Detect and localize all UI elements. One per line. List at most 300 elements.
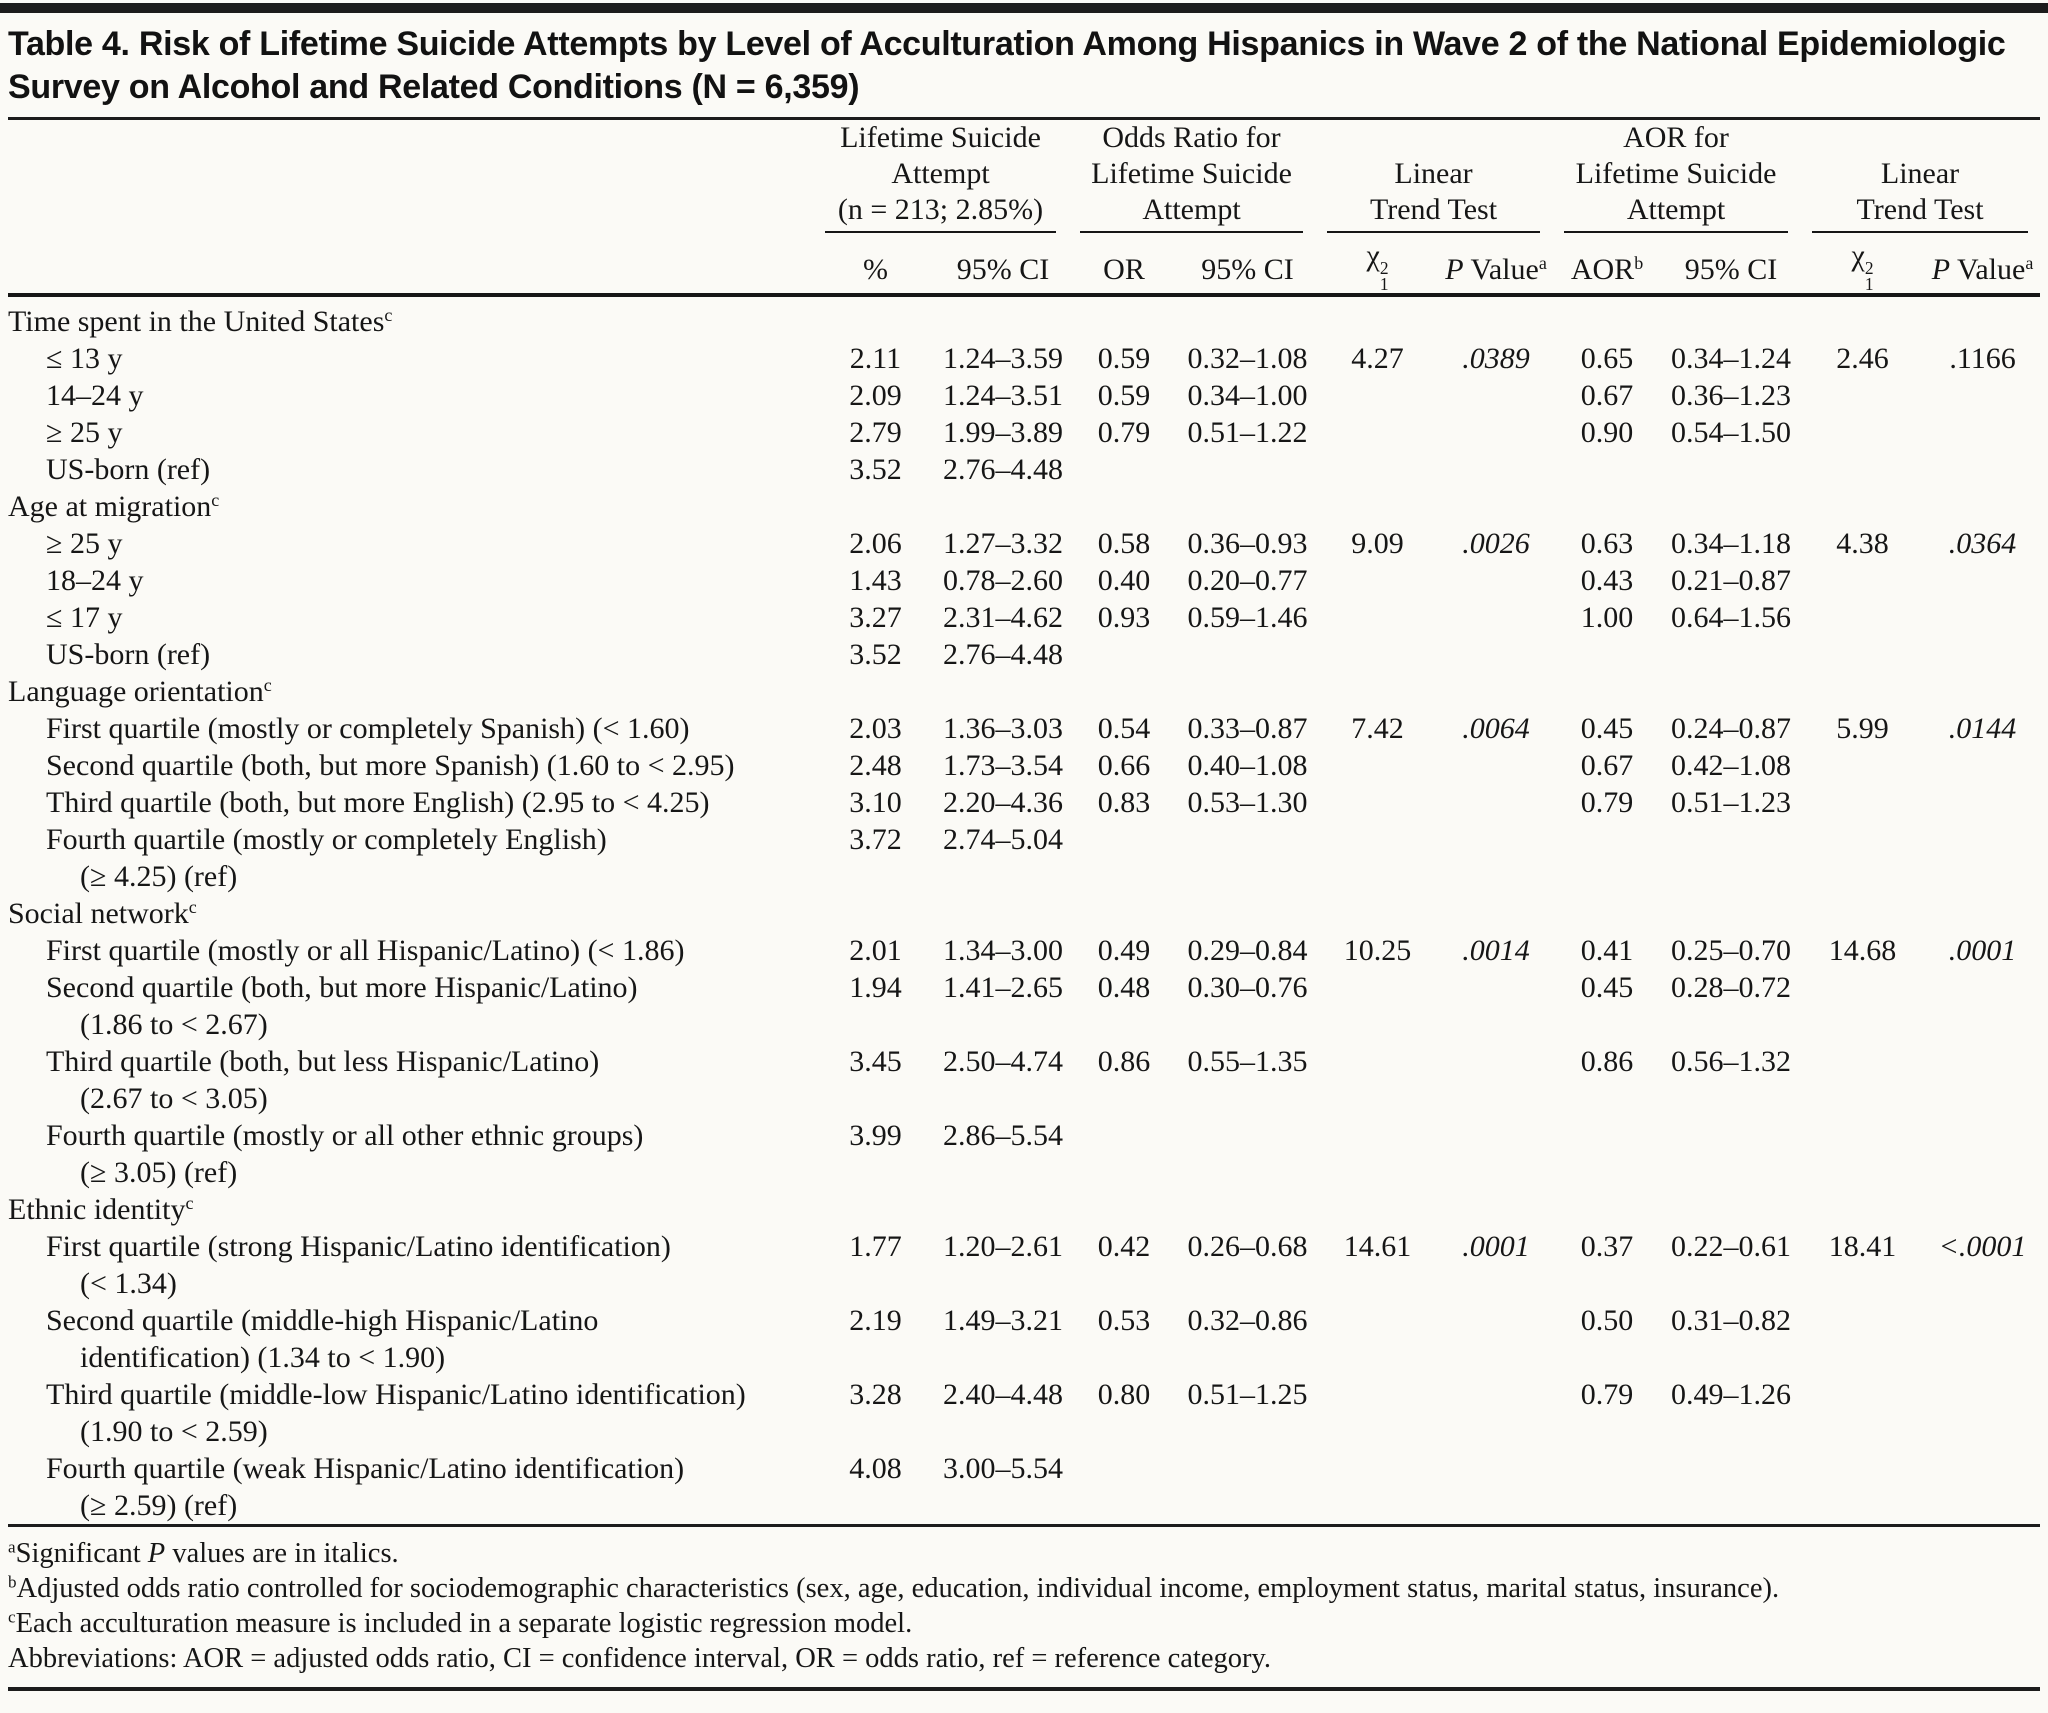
value-cell: 0.50 — [1580, 1303, 1634, 1337]
value-cell: 0.33–0.87 — [1187, 711, 1308, 745]
chi-squared-sub-super — [1864, 257, 1874, 295]
italic-p: P — [1445, 252, 1464, 286]
value-cell — [1315, 1043, 1440, 1117]
value-cell — [1800, 784, 1925, 821]
value-cell — [1315, 377, 1440, 414]
value-cell: .0001 — [1948, 933, 2017, 967]
value-cell: 9.09 — [1351, 526, 1404, 560]
row-label-line-1: Second quartile (both, but more Hispanic/Latino) — [46, 970, 638, 1004]
value-cell: 0.51–1.23 — [1671, 785, 1792, 819]
value-cell: 0.25–0.70 — [1671, 933, 1792, 967]
value-cell — [1180, 1117, 1315, 1191]
value-cell: 0.93 — [1097, 600, 1151, 634]
section-row — [8, 1191, 2040, 1228]
table-row — [8, 377, 2040, 414]
value-cell — [1440, 562, 1552, 599]
subcolumn-header: OR — [1068, 233, 1180, 295]
row-label-cell — [8, 932, 813, 969]
chi-subscript: 1 — [1864, 274, 1874, 295]
value-cell: 5.99 — [1836, 711, 1889, 745]
value-cell: 0.42–1.08 — [1671, 748, 1792, 782]
footnote-marker-superscript: a — [2025, 252, 2034, 273]
row-label-line-2: (1.90 to < 2.59) — [80, 1414, 268, 1448]
row-label-cell — [8, 377, 813, 414]
column-group-label-line: Trend Test — [1856, 193, 1984, 226]
value-cell — [1662, 1117, 1800, 1191]
value-cell — [1662, 451, 1800, 488]
value-cell: 2.50–4.74 — [943, 1044, 1063, 1078]
value-cell — [1315, 599, 1440, 636]
value-cell: 14.61 — [1343, 1229, 1412, 1263]
italic-p: P — [1931, 252, 1951, 286]
row-label-line-1: First quartile (mostly or completely Spanish) (< 1.60) — [46, 711, 690, 745]
footnote-marker-superscript: c — [185, 1192, 194, 1213]
value-cell — [1800, 599, 1925, 636]
footnote-marker-superscript: c — [8, 1607, 16, 1627]
value-cell — [1315, 1376, 1440, 1450]
value-cell: 0.34–1.00 — [1187, 378, 1308, 412]
row-label-cell — [8, 1450, 813, 1524]
row-label-line-1: Fourth quartile (mostly or completely English) — [46, 822, 607, 856]
value-cell: 4.27 — [1351, 341, 1404, 375]
value-cell: 3.99 — [849, 1118, 902, 1152]
value-cell — [1925, 1450, 2040, 1524]
table-row — [8, 1043, 2040, 1117]
value-cell — [1925, 1376, 2040, 1450]
column-group-label-line: Attempt — [1142, 193, 1241, 226]
value-cell — [1315, 969, 1440, 1043]
value-cell: 1.49–3.21 — [943, 1303, 1063, 1337]
value-cell — [1662, 821, 1800, 895]
value-cell: 0.66 — [1097, 748, 1151, 782]
value-cell — [1800, 451, 1925, 488]
value-cell: 0.86 — [1580, 1044, 1634, 1078]
subcolumn-header: P Value$^a$ — [1925, 233, 2040, 295]
value-cell — [1068, 1117, 1180, 1191]
value-cell: .0014 — [1462, 933, 1530, 967]
row-label-line-1: ≥ 25 y — [46, 415, 123, 449]
value-cell: 1.00 — [1580, 600, 1634, 634]
row-label-cell — [8, 1043, 813, 1117]
table-row — [8, 1302, 2040, 1376]
value-cell: 0.80 — [1097, 1377, 1151, 1411]
value-cell: 0.67 — [1580, 378, 1634, 412]
value-cell: 0.36–0.93 — [1187, 526, 1308, 560]
value-cell: 0.79 — [1097, 415, 1151, 449]
value-cell: 0.40 — [1097, 563, 1151, 597]
value-cell — [1440, 1302, 1552, 1376]
column-group-label — [1080, 120, 1303, 233]
footnote-marker-superscript: a — [1538, 252, 1547, 273]
value-cell — [1440, 636, 1552, 673]
value-cell: 3.10 — [849, 785, 902, 819]
value-cell — [1068, 451, 1180, 488]
row-label-cell — [8, 636, 813, 673]
value-cell — [1552, 821, 1662, 895]
value-cell — [1315, 562, 1440, 599]
column-group-label-line: Lifetime Suicide — [840, 121, 1041, 154]
row-label-line-1: First quartile (mostly or all Hispanic/Latino) (< 1.86) — [46, 933, 685, 967]
value-cell: 0.65 — [1580, 341, 1634, 375]
value-cell: 2.09 — [849, 378, 902, 412]
value-cell: 0.30–0.76 — [1187, 970, 1308, 1004]
column-group-label-line: (n = 213; 2.85%) — [837, 193, 1044, 226]
footnote-marker-superscript: c — [188, 896, 197, 917]
value-cell: 0.64–1.56 — [1671, 600, 1792, 634]
row-label-cell — [8, 599, 813, 636]
value-cell: 3.52 — [849, 452, 902, 486]
value-cell: 0.79 — [1580, 785, 1634, 819]
value-cell: 18.41 — [1828, 1229, 1897, 1263]
value-cell — [1800, 821, 1925, 895]
value-cell: 0.32–1.08 — [1187, 341, 1308, 375]
value-cell: 1.24–3.51 — [943, 378, 1063, 412]
row-label-cell — [8, 414, 813, 451]
value-cell — [1180, 821, 1315, 895]
value-cell: 1.43 — [849, 563, 902, 597]
value-cell — [1315, 636, 1440, 673]
row-label-line-1: US-born (ref) — [46, 452, 211, 486]
column-group-label-line: Odds Ratio for — [1102, 121, 1281, 154]
value-cell — [1440, 747, 1552, 784]
value-cell — [1662, 636, 1800, 673]
value-cell: 0.49–1.26 — [1671, 1377, 1792, 1411]
value-cell — [1315, 747, 1440, 784]
table-body-wrapper — [8, 120, 2040, 1527]
value-cell — [1440, 1117, 1552, 1191]
value-cell — [1800, 562, 1925, 599]
value-cell — [1800, 1450, 1925, 1524]
row-label-line-2: (≥ 3.05) (ref) — [80, 1155, 238, 1189]
header-subcolumn-row — [8, 233, 2040, 295]
value-cell — [1925, 599, 2040, 636]
value-cell — [1925, 821, 2040, 895]
row-label-cell — [8, 821, 813, 895]
column-group-label-line: AOR for — [1623, 121, 1729, 154]
value-cell — [1440, 1450, 1552, 1524]
value-cell: 0.79 — [1580, 1377, 1634, 1411]
footnote-marker-superscript: c — [263, 674, 272, 695]
table-row — [8, 1376, 2040, 1450]
value-cell: 0.36–1.23 — [1671, 378, 1792, 412]
value-cell — [1552, 636, 1662, 673]
value-cell: 3.72 — [849, 822, 902, 856]
row-label-cell — [8, 1228, 813, 1302]
table-row — [8, 1228, 2040, 1302]
table-row — [8, 1450, 2040, 1524]
value-cell: 0.83 — [1097, 785, 1151, 819]
value-cell: 0.49 — [1097, 933, 1151, 967]
column-group-label-line: Attempt — [1626, 193, 1726, 226]
value-cell: 3.28 — [849, 1377, 902, 1411]
table-row — [8, 525, 2040, 562]
value-cell: 1.99–3.89 — [943, 415, 1063, 449]
row-label-line-1: Second quartile (middle-high Hispanic/Latino — [46, 1303, 599, 1337]
value-cell — [1800, 377, 1925, 414]
table-row — [8, 414, 2040, 451]
value-cell — [1315, 1302, 1440, 1376]
value-cell: 0.31–0.82 — [1671, 1303, 1792, 1337]
footnote: $^c$Each acculturation measure is included in a separate logistic regression model. — [8, 1607, 913, 1639]
value-cell: .0001 — [1462, 1229, 1530, 1263]
row-label-line-1: Fourth quartile (mostly or all other ethnic groups) — [46, 1118, 644, 1152]
row-label-column-header — [8, 120, 813, 233]
value-cell: 3.52 — [849, 637, 902, 671]
chi-subscript: 1 — [1379, 274, 1389, 295]
value-cell — [1800, 1302, 1925, 1376]
value-cell: 3.00–5.54 — [943, 1451, 1063, 1485]
value-cell: 0.67 — [1580, 748, 1634, 782]
value-cell: 2.74–5.04 — [943, 822, 1063, 856]
value-cell — [1068, 1450, 1180, 1524]
section-label-cell: Social network$^c$ — [8, 896, 197, 930]
value-cell — [1925, 636, 2040, 673]
footnote-marker-superscript: b — [8, 1572, 17, 1592]
value-cell — [1315, 821, 1440, 895]
value-cell: 0.29–0.84 — [1187, 933, 1308, 967]
value-cell — [1552, 1117, 1662, 1191]
value-cell: 3.27 — [849, 600, 902, 634]
row-label-line-1: Second quartile (both, but more Spanish) (1.60 to < 2.95) — [46, 748, 735, 782]
value-cell — [1925, 969, 2040, 1043]
value-cell: 1.34–3.00 — [943, 933, 1063, 967]
value-cell: 2.76–4.48 — [943, 452, 1063, 486]
value-cell: 0.32–0.86 — [1187, 1303, 1308, 1337]
top-rule-bar — [0, 3, 2048, 13]
table-body — [8, 295, 2040, 1524]
value-cell — [1068, 821, 1180, 895]
footnote-marker-superscript: b — [1634, 252, 1644, 273]
table-row — [8, 340, 2040, 377]
value-cell: 0.42 — [1097, 1229, 1151, 1263]
value-cell: 4.38 — [1836, 526, 1889, 560]
value-cell: 0.54–1.50 — [1671, 415, 1792, 449]
subcolumn-header: 95% CI — [938, 233, 1068, 295]
value-cell: 2.11 — [849, 341, 902, 375]
value-cell: 0.63 — [1580, 526, 1634, 560]
value-cell: .0144 — [1948, 711, 2017, 745]
value-cell: 7.42 — [1351, 711, 1404, 745]
column-group-header-1 — [813, 120, 1068, 233]
chi-superscript: 2 — [1379, 257, 1389, 278]
table-row — [8, 710, 2040, 747]
table-header — [8, 120, 2040, 295]
value-cell: 0.26–0.68 — [1187, 1229, 1308, 1263]
value-cell — [1800, 1117, 1925, 1191]
row-label-line-2: (2.67 to < 3.05) — [80, 1081, 268, 1115]
footnote-marker-superscript: c — [211, 489, 220, 510]
table-row — [8, 932, 2040, 969]
value-cell: 0.51–1.22 — [1187, 415, 1308, 449]
column-group-label-line: Trend Test — [1369, 193, 1498, 226]
value-cell: 2.40–4.48 — [943, 1377, 1063, 1411]
value-cell: 2.48 — [849, 748, 902, 782]
subcolumn-header: χ 2 1 — [1315, 233, 1440, 295]
row-label-cell — [8, 710, 813, 747]
value-cell — [1552, 451, 1662, 488]
row-label-line-1: ≥ 25 y — [46, 526, 123, 560]
column-group-label — [1327, 156, 1540, 233]
subcolumn-header: 95% CI — [1180, 233, 1315, 295]
footnote-marker-superscript: a — [8, 1537, 16, 1557]
section-label-cell: Language orientation$^c$ — [8, 674, 272, 708]
value-cell — [1440, 599, 1552, 636]
value-cell — [1552, 1450, 1662, 1524]
value-cell: 0.78–2.60 — [943, 563, 1063, 597]
row-label-cell — [8, 1376, 813, 1450]
value-cell: 0.54 — [1097, 711, 1151, 745]
column-group-label-line: Lifetime Suicide — [1091, 157, 1292, 190]
value-cell: 2.19 — [849, 1303, 902, 1337]
row-label-line-2: (1.86 to < 2.67) — [80, 1007, 268, 1041]
value-cell: 0.51–1.25 — [1187, 1377, 1308, 1411]
value-cell: 0.59 — [1097, 378, 1151, 412]
footnote: Abbreviations: AOR = adjusted odds ratio, CI = confidence interval, OR = odds ratio, ref = reference category. — [8, 1642, 1272, 1674]
value-cell — [1315, 414, 1440, 451]
row-label-cell — [8, 969, 813, 1043]
value-cell: .0364 — [1948, 526, 2017, 560]
value-cell: 2.20–4.36 — [943, 785, 1063, 819]
value-cell: 10.25 — [1343, 933, 1412, 967]
row-label-line-1: 14–24 y — [46, 378, 144, 412]
value-cell: 2.86–5.54 — [943, 1118, 1063, 1152]
table-row — [8, 562, 2040, 599]
chi-superscript: 2 — [1864, 257, 1874, 278]
footnote: $^a$Significant P values are in italics. — [8, 1537, 399, 1569]
value-cell — [1440, 1376, 1552, 1450]
value-cell: 2.79 — [849, 415, 902, 449]
table-title — [8, 13, 2040, 120]
value-cell — [1925, 1302, 2040, 1376]
value-cell: 4.08 — [849, 1451, 902, 1485]
table-title-line-1: Table 4. Risk of Lifetime Suicide Attempts by Level of Acculturation Among Hispanics in Wave 2 of the National Epidemiologic — [8, 25, 2006, 63]
value-cell: 0.45 — [1580, 711, 1634, 745]
value-cell: 0.24–0.87 — [1671, 711, 1792, 745]
value-cell: 1.20–2.61 — [943, 1229, 1063, 1263]
column-group-label-line: Linear — [1880, 157, 1960, 190]
value-cell — [1925, 377, 2040, 414]
column-group-label — [825, 120, 1056, 233]
value-cell: .0064 — [1462, 711, 1530, 745]
section-row — [8, 488, 2040, 525]
column-group-label-line: Lifetime Suicide — [1575, 157, 1777, 190]
value-cell: 0.28–0.72 — [1671, 970, 1792, 1004]
value-cell: 3.45 — [849, 1044, 902, 1078]
value-cell: 0.59–1.46 — [1187, 600, 1308, 634]
row-label-cell — [8, 1117, 813, 1191]
table-row — [8, 599, 2040, 636]
value-cell — [1925, 747, 2040, 784]
row-label-cell — [8, 525, 813, 562]
value-cell: 0.86 — [1097, 1044, 1151, 1078]
section-label-cell: Age at migration$^c$ — [8, 489, 220, 523]
row-label-line-1: ≤ 13 y — [46, 341, 123, 375]
value-cell — [1180, 636, 1315, 673]
table-title-line-2: Survey on Alcohol and Related Conditions (N = 6,359) — [8, 68, 860, 106]
value-cell: 0.53–1.30 — [1187, 785, 1308, 819]
value-cell — [1440, 414, 1552, 451]
row-label-line-1: 18–24 y — [46, 563, 144, 597]
table-row — [8, 784, 2040, 821]
row-label-cell — [8, 340, 813, 377]
acculturation-risk-table — [8, 120, 2040, 1524]
row-label-line-1: ≤ 17 y — [46, 600, 123, 634]
value-cell — [1800, 747, 1925, 784]
value-cell — [1440, 377, 1552, 414]
subcolumn-header: AOR$^b$ — [1552, 233, 1662, 295]
column-group-label-line: Attempt — [891, 157, 990, 190]
value-cell: 0.34–1.24 — [1671, 341, 1792, 375]
value-cell — [1440, 784, 1552, 821]
row-label-line-1: Third quartile (both, but less Hispanic/Latino) — [46, 1044, 600, 1078]
value-cell — [1068, 636, 1180, 673]
table-row — [8, 969, 2040, 1043]
value-cell — [1925, 562, 2040, 599]
row-label-cell — [8, 451, 813, 488]
chi-squared-sub-super — [1379, 257, 1389, 295]
footnote: $^b$Adjusted odds ratio controlled for sociodemographic characteristics (sex, age, education, individual income, employment status, marital status, insurance). — [8, 1572, 1780, 1604]
value-cell: 0.22–0.61 — [1671, 1229, 1792, 1263]
row-label-cell — [8, 1302, 813, 1376]
row-label-line-1: Fourth quartile (weak Hispanic/Latino identification) — [46, 1451, 685, 1485]
table-row — [8, 747, 2040, 784]
section-label-cell: Ethnic identity$^c$ — [8, 1192, 194, 1226]
row-label-cell — [8, 562, 813, 599]
table-row — [8, 636, 2040, 673]
section-label-cell: Time spent in the United States$^c$ — [8, 304, 393, 338]
subcolumn-header: 95% CI — [1662, 233, 1800, 295]
value-cell — [1315, 1450, 1440, 1524]
value-cell: 1.41–2.65 — [943, 970, 1063, 1004]
value-cell — [1800, 1376, 1925, 1450]
value-cell: .0026 — [1462, 526, 1530, 560]
column-group-label — [1812, 156, 2028, 233]
value-cell: 1.77 — [849, 1229, 902, 1263]
row-label-line-1: First quartile (strong Hispanic/Latino identification) — [46, 1229, 671, 1263]
column-group-header-4 — [1552, 120, 1800, 233]
value-cell: <.0001 — [1938, 1229, 2027, 1263]
value-cell — [1440, 821, 1552, 895]
row-label-line-1: Third quartile (middle-low Hispanic/Latino identification) — [46, 1377, 746, 1411]
value-cell: 2.01 — [849, 933, 902, 967]
value-cell: 0.56–1.32 — [1671, 1044, 1792, 1078]
value-cell — [1800, 414, 1925, 451]
subcolumn-header: % — [813, 233, 938, 295]
value-cell: 0.58 — [1097, 526, 1151, 560]
value-cell — [1662, 1450, 1800, 1524]
value-cell: 0.21–0.87 — [1671, 563, 1792, 597]
column-group-header-5 — [1800, 120, 2040, 233]
footnote-marker-superscript: c — [384, 304, 393, 325]
value-cell: 14.68 — [1828, 933, 1897, 967]
row-label-subcolumn-header — [8, 233, 813, 295]
value-cell: 0.41 — [1580, 933, 1634, 967]
value-cell: 0.34–1.18 — [1671, 526, 1792, 560]
value-cell: 0.45 — [1580, 970, 1634, 1004]
value-cell — [1315, 1117, 1440, 1191]
value-cell — [1925, 414, 2040, 451]
row-label-line-2: (< 1.34) — [80, 1266, 177, 1300]
value-cell — [1440, 451, 1552, 488]
table-footnotes — [8, 1527, 2040, 1691]
value-cell — [1315, 784, 1440, 821]
value-cell: 0.55–1.35 — [1187, 1044, 1308, 1078]
row-label-line-2: identification) (1.34 to < 1.90) — [80, 1340, 446, 1374]
subcolumn-header: χ 2 1 — [1800, 233, 1925, 295]
value-cell: 0.90 — [1580, 415, 1634, 449]
value-cell — [1925, 1117, 2040, 1191]
section-row — [8, 895, 2040, 932]
